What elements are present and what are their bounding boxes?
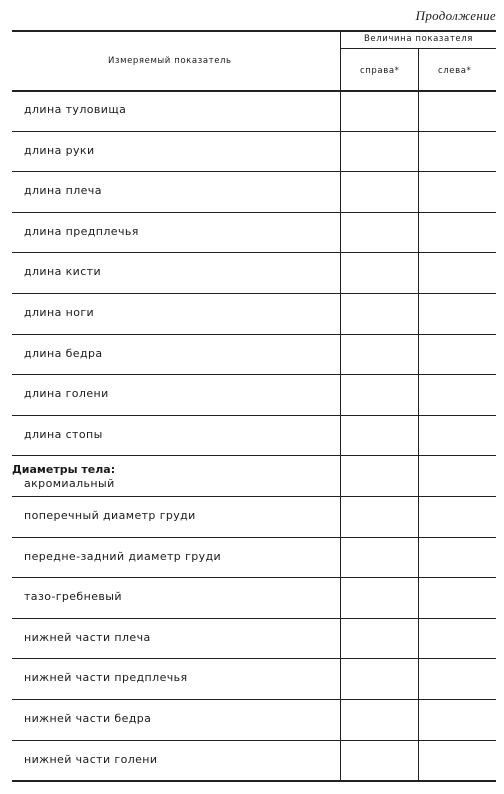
value-cell-right[interactable] <box>340 618 418 659</box>
table-row <box>12 415 496 456</box>
value-cell-left[interactable] <box>418 252 496 293</box>
table-row <box>12 699 496 740</box>
header-measured-indicator: Измеряемый показатель <box>108 56 232 66</box>
row-label: нижней части бедра <box>24 712 152 725</box>
value-cell-right[interactable] <box>340 699 418 740</box>
table-row <box>12 577 496 618</box>
value-cell-right[interactable] <box>340 496 418 537</box>
row-label: длина туловища <box>24 103 127 116</box>
value-cell-right[interactable] <box>340 131 418 172</box>
value-cell-right[interactable] <box>340 374 418 415</box>
col-divider-right-left-body <box>418 90 419 780</box>
row-label: длина стопы <box>24 427 103 441</box>
value-cell-left[interactable] <box>418 455 496 496</box>
table-row <box>12 455 496 496</box>
row-divider <box>12 780 496 782</box>
value-cell-left[interactable] <box>418 212 496 253</box>
row-label: длина плеча <box>24 184 102 198</box>
value-cell-right[interactable] <box>340 740 418 781</box>
value-cell-left[interactable] <box>418 496 496 537</box>
table-row <box>12 537 496 578</box>
table-top-border <box>12 30 496 32</box>
col-divider-indicator <box>340 30 341 90</box>
row-label: длина кисти <box>24 265 102 279</box>
header-left-col: слева* <box>438 66 472 76</box>
row-label: нижней части предплечья <box>24 671 188 685</box>
value-cell-left[interactable] <box>418 415 496 456</box>
value-cell-right[interactable] <box>340 658 418 699</box>
header-right-col: справа* <box>360 66 400 76</box>
table-row <box>12 171 496 212</box>
value-cell-right[interactable] <box>340 537 418 578</box>
row-label: длина предплечья <box>24 224 139 238</box>
value-cell-left[interactable] <box>418 537 496 578</box>
table-row <box>12 334 496 375</box>
row-label: нижней части голени <box>24 752 158 766</box>
value-cell-right[interactable] <box>340 415 418 456</box>
value-cell-right[interactable] <box>340 212 418 253</box>
value-cell-right[interactable] <box>340 334 418 375</box>
row-label: поперечный диаметр груди <box>24 509 196 522</box>
group-title: Диаметры тела: <box>12 463 116 477</box>
value-cell-left[interactable] <box>418 293 496 334</box>
header-value-group: Величина показателя <box>364 34 473 44</box>
row-label: длина ноги <box>24 306 95 319</box>
table-row <box>12 293 496 334</box>
table-row <box>12 90 496 131</box>
row-label: длина руки <box>24 143 95 157</box>
value-cell-right[interactable] <box>340 577 418 618</box>
row-label: акромиальный <box>24 477 115 491</box>
table-row <box>12 252 496 293</box>
value-cell-left[interactable] <box>418 171 496 212</box>
value-cell-right[interactable] <box>340 252 418 293</box>
table-row <box>12 658 496 699</box>
col-divider-right-left <box>418 48 419 90</box>
measurement-table <box>12 30 496 780</box>
row-label: длина голени <box>24 387 109 401</box>
value-cell-left[interactable] <box>418 577 496 618</box>
row-label: нижней части плеча <box>24 630 151 644</box>
value-cell-right[interactable] <box>340 455 418 496</box>
continuation-note: Продолжение <box>415 8 496 23</box>
value-cell-left[interactable] <box>418 658 496 699</box>
value-cell-left[interactable] <box>418 618 496 659</box>
table-row <box>12 618 496 659</box>
value-cell-left[interactable] <box>418 90 496 131</box>
table-row <box>12 131 496 172</box>
table-row <box>12 740 496 781</box>
value-cell-right[interactable] <box>340 171 418 212</box>
value-cell-left[interactable] <box>418 131 496 172</box>
value-cell-left[interactable] <box>418 374 496 415</box>
table-row <box>12 374 496 415</box>
value-cell-left[interactable] <box>418 334 496 375</box>
value-cell-left[interactable] <box>418 740 496 781</box>
col-divider-indicator-body <box>340 90 341 780</box>
row-label: тазо-гребневый <box>24 590 122 604</box>
table-row <box>12 212 496 253</box>
value-cell-right[interactable] <box>340 293 418 334</box>
row-label: длина бедра <box>24 346 103 360</box>
row-label: передне-задний диаметр груди <box>24 549 222 563</box>
table-row <box>12 496 496 537</box>
value-cell-left[interactable] <box>418 699 496 740</box>
value-cell-right[interactable] <box>340 90 418 131</box>
